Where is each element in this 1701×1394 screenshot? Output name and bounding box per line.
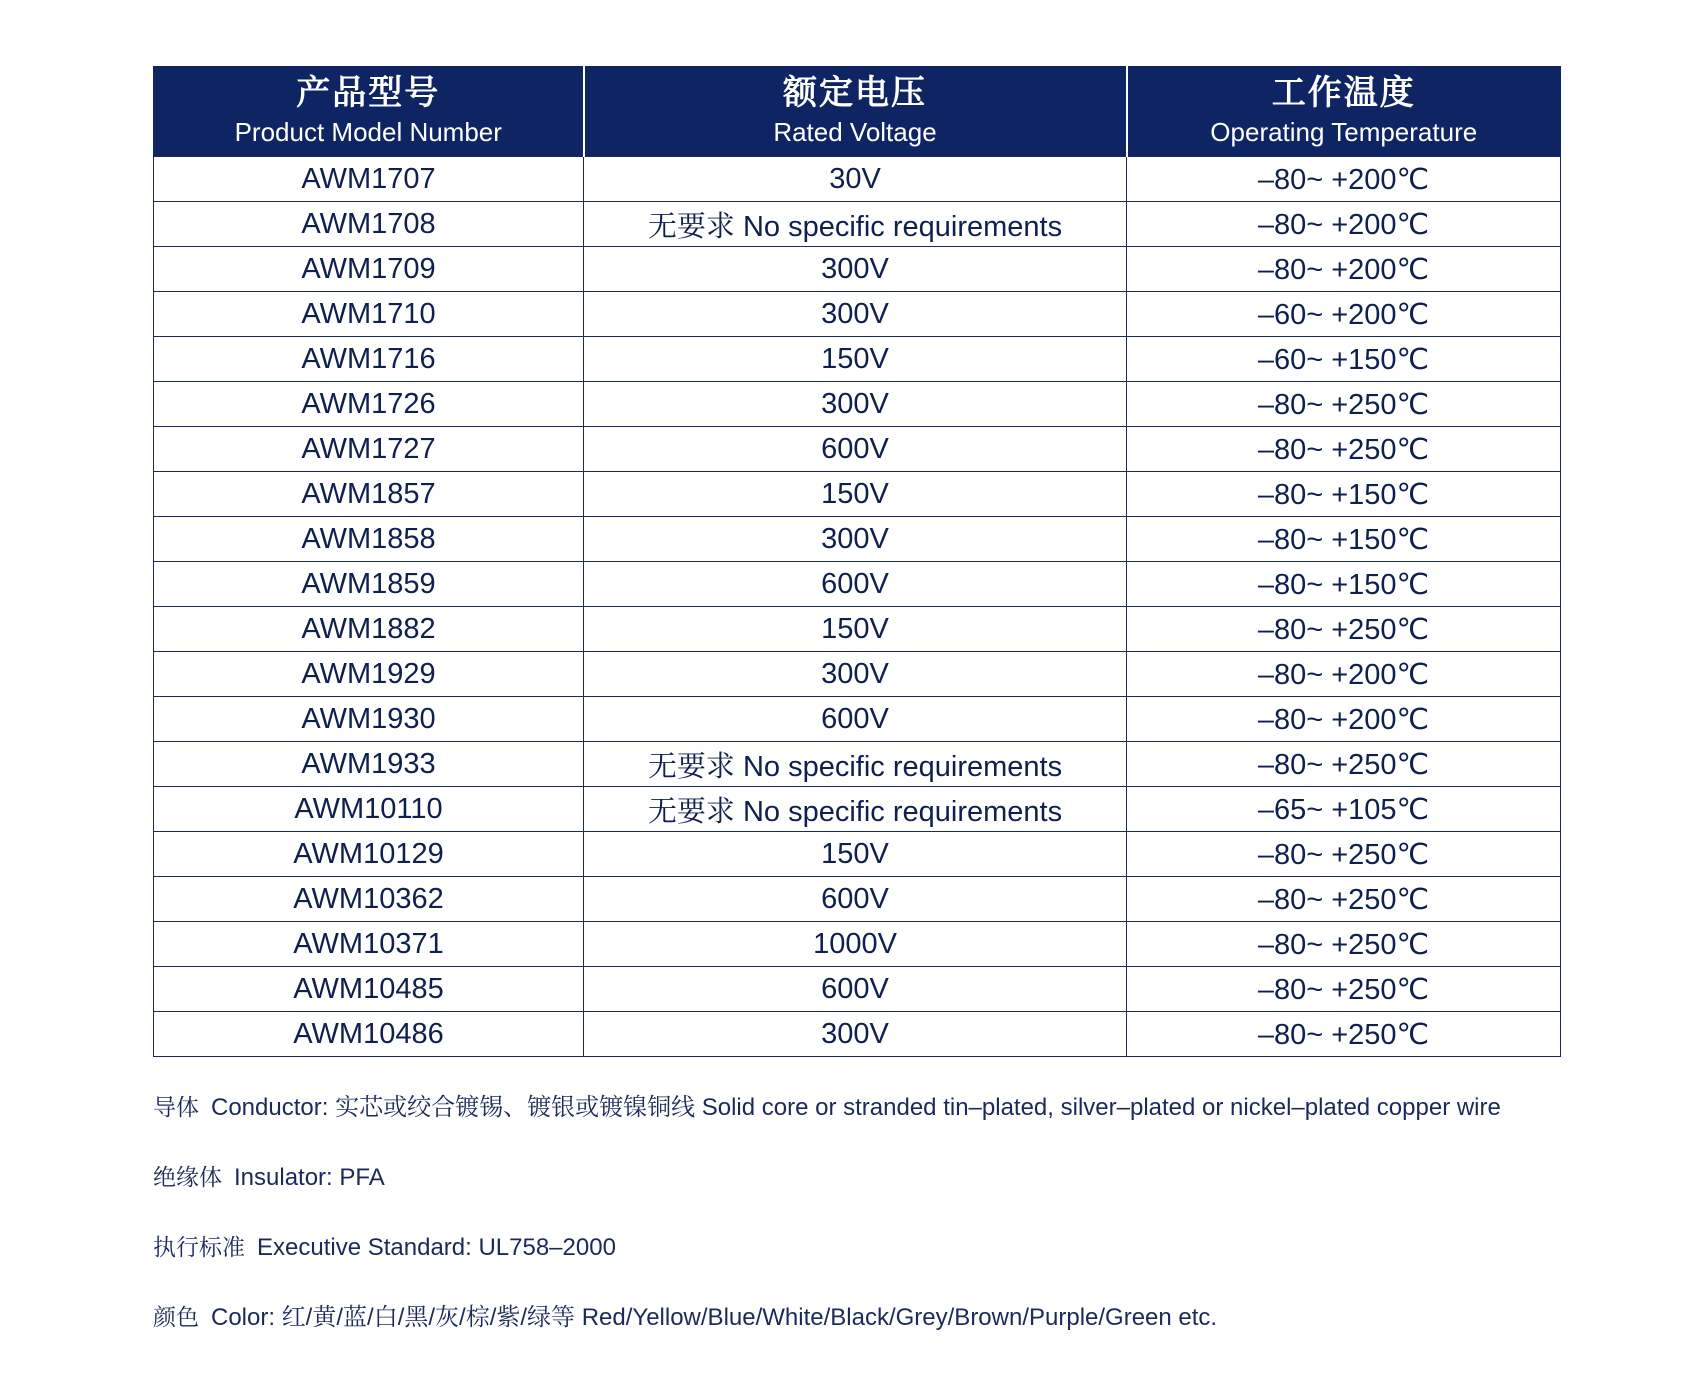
- temperature-cell: –80~ +200℃: [1127, 652, 1561, 697]
- temperature-cell: –80~ +250℃: [1127, 607, 1561, 652]
- temperature-cell: –80~ +200℃: [1127, 157, 1561, 202]
- spec-notes: [153, 1088, 1573, 1368]
- temperature-cell: –80~ +150℃: [1127, 472, 1561, 517]
- note-insulator-label: 绝缘体: [153, 1165, 222, 1191]
- voltage-cell: 无要求 No specific requirements: [584, 787, 1127, 832]
- voltage-cell: 150V: [584, 337, 1127, 382]
- table-row: [154, 337, 1561, 382]
- model-cell: AWM1858: [154, 517, 584, 562]
- voltage-cell: 300V: [584, 292, 1127, 337]
- temperature-cell: –80~ +200℃: [1127, 247, 1561, 292]
- header-temperature: [1127, 66, 1561, 157]
- voltage-cell: 150V: [584, 607, 1127, 652]
- temperature-cell: –80~ +250℃: [1127, 427, 1561, 472]
- model-cell: AWM1726: [154, 382, 584, 427]
- model-cell: AWM1708: [154, 202, 584, 247]
- table-row: [154, 292, 1561, 337]
- note-color: [153, 1298, 1573, 1368]
- header-model: [154, 66, 584, 157]
- table-row: [154, 1012, 1561, 1057]
- voltage-cell: 300V: [584, 1012, 1127, 1057]
- model-cell: AWM1716: [154, 337, 584, 382]
- voltage-cell: 无要求 No specific requirements: [584, 202, 1127, 247]
- header-model-en: Product Model Number: [234, 117, 502, 147]
- model-cell: AWM10362: [154, 877, 584, 922]
- temperature-cell: –80~ +250℃: [1127, 877, 1561, 922]
- voltage-cell: 600V: [584, 877, 1127, 922]
- table-row: [154, 562, 1561, 607]
- temperature-cell: –80~ +250℃: [1127, 382, 1561, 427]
- table-header-row: [154, 66, 1561, 157]
- header-temperature-en: Operating Temperature: [1210, 117, 1478, 147]
- model-cell: AWM1709: [154, 247, 584, 292]
- note-insulator-text: Insulator: PFA: [234, 1164, 385, 1191]
- table-row: [154, 877, 1561, 922]
- table-row: [154, 607, 1561, 652]
- header-temperature-zh: 工作温度: [1271, 73, 1416, 113]
- temperature-cell: –80~ +250℃: [1127, 1012, 1561, 1057]
- table-row: [154, 202, 1561, 247]
- voltage-cell: 1000V: [584, 922, 1127, 967]
- table-row: [154, 472, 1561, 517]
- model-cell: AWM10110: [154, 787, 584, 832]
- temperature-cell: –65~ +105℃: [1127, 787, 1561, 832]
- temperature-cell: –80~ +250℃: [1127, 832, 1561, 877]
- model-cell: AWM10485: [154, 967, 584, 1012]
- table-row: [154, 967, 1561, 1012]
- voltage-cell: 150V: [584, 832, 1127, 877]
- table-row: [154, 157, 1561, 202]
- voltage-cell: 300V: [584, 247, 1127, 292]
- model-cell: AWM1859: [154, 562, 584, 607]
- temperature-cell: –60~ +150℃: [1127, 337, 1561, 382]
- header-voltage-en: Rated Voltage: [773, 117, 937, 147]
- voltage-cell: 300V: [584, 652, 1127, 697]
- spec-table: [153, 66, 1561, 1057]
- model-cell: AWM1933: [154, 742, 584, 787]
- voltage-cell: 600V: [584, 427, 1127, 472]
- temperature-cell: –80~ +250℃: [1127, 922, 1561, 967]
- note-conductor: [153, 1088, 1573, 1158]
- voltage-cell: 600V: [584, 967, 1127, 1012]
- table-row: [154, 247, 1561, 292]
- table-row: [154, 427, 1561, 472]
- table-row: [154, 922, 1561, 967]
- table-row: [154, 652, 1561, 697]
- note-color-label: 颜色: [153, 1305, 199, 1331]
- model-cell: AWM10486: [154, 1012, 584, 1057]
- table-row: [154, 832, 1561, 877]
- note-conductor-label: 导体: [153, 1095, 199, 1121]
- note-conductor-text: Conductor: 实芯或绞合镀锡、镀银或镀镍铜线 Solid core or stranded tin–plated, silver–plated or nickel–plated copper wire: [211, 1094, 1501, 1121]
- temperature-cell: –60~ +200℃: [1127, 292, 1561, 337]
- voltage-cell: 300V: [584, 517, 1127, 562]
- temperature-cell: –80~ +250℃: [1127, 742, 1561, 787]
- note-insulator: [153, 1158, 1573, 1228]
- model-cell: AWM1882: [154, 607, 584, 652]
- table-row: [154, 787, 1561, 832]
- voltage-cell: 30V: [584, 157, 1127, 202]
- voltage-cell: 无要求 No specific requirements: [584, 742, 1127, 787]
- model-cell: AWM1707: [154, 157, 584, 202]
- note-color-text: Color: 红/黄/蓝/白/黑/灰/棕/紫/绿等 Red/Yellow/Blue/White/Black/Grey/Brown/Purple/Green etc.: [211, 1304, 1218, 1331]
- model-cell: AWM10129: [154, 832, 584, 877]
- model-cell: AWM1857: [154, 472, 584, 517]
- table-row: [154, 742, 1561, 787]
- header-model-zh: 产品型号: [296, 73, 441, 113]
- model-cell: AWM10371: [154, 922, 584, 967]
- model-cell: AWM1727: [154, 427, 584, 472]
- temperature-cell: –80~ +250℃: [1127, 967, 1561, 1012]
- table-row: [154, 517, 1561, 562]
- temperature-cell: –80~ +200℃: [1127, 697, 1561, 742]
- voltage-cell: 600V: [584, 562, 1127, 607]
- voltage-cell: 300V: [584, 382, 1127, 427]
- temperature-cell: –80~ +150℃: [1127, 562, 1561, 607]
- header-voltage-zh: 额定电压: [783, 73, 927, 113]
- note-standard: [153, 1228, 1573, 1298]
- header-voltage: [584, 66, 1127, 157]
- temperature-cell: –80~ +150℃: [1127, 517, 1561, 562]
- table-row: [154, 697, 1561, 742]
- note-standard-text: Executive Standard: UL758–2000: [257, 1234, 616, 1261]
- model-cell: AWM1929: [154, 652, 584, 697]
- voltage-cell: 600V: [584, 697, 1127, 742]
- voltage-cell: 150V: [584, 472, 1127, 517]
- note-standard-label: 执行标准: [153, 1235, 245, 1261]
- temperature-cell: –80~ +200℃: [1127, 202, 1561, 247]
- model-cell: AWM1930: [154, 697, 584, 742]
- table-row: [154, 382, 1561, 427]
- table-body: [154, 157, 1561, 1057]
- model-cell: AWM1710: [154, 292, 584, 337]
